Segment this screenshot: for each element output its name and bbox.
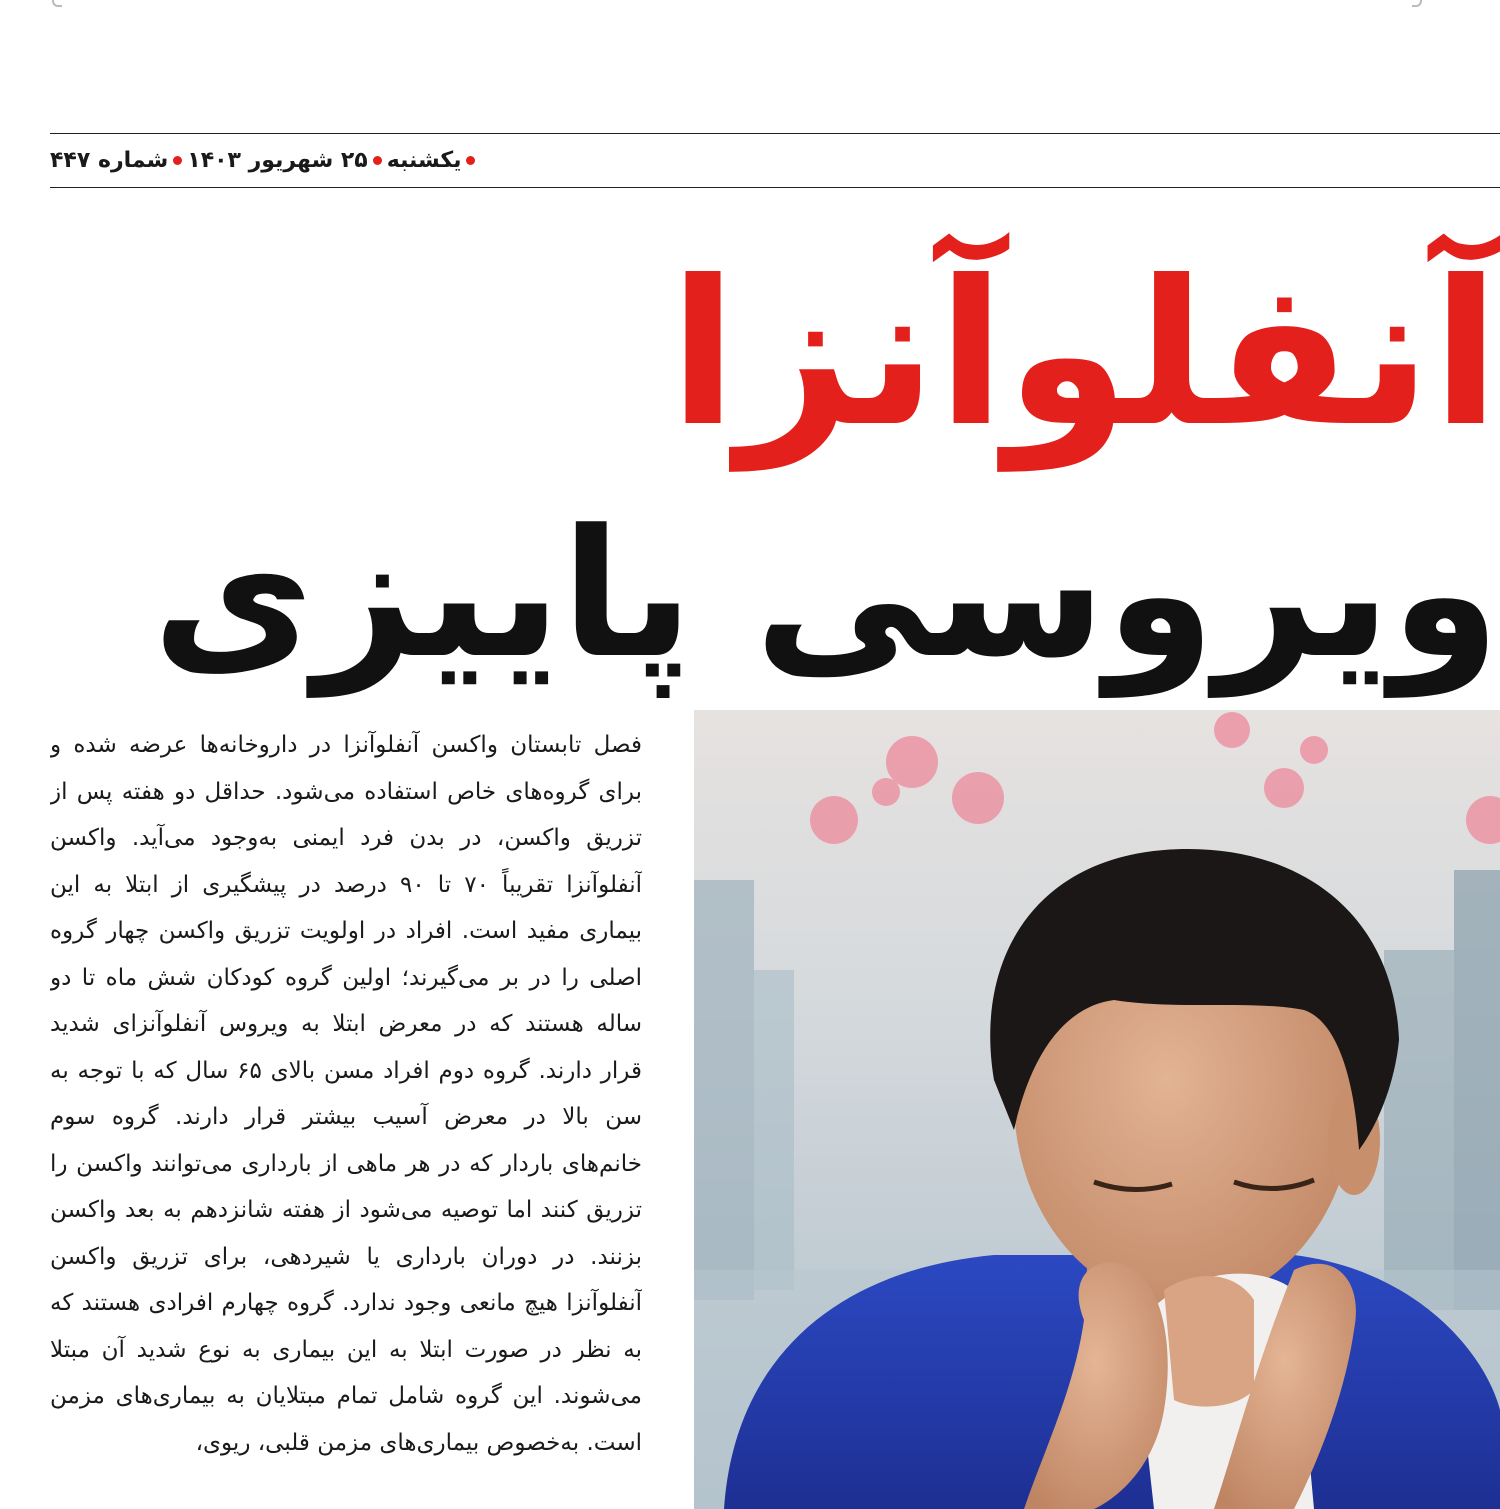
article-photo [694,710,1500,1509]
bullet-icon [373,156,382,165]
header-rule-bottom [50,187,1500,188]
page-top-edge [0,0,1500,6]
dateline-date: ۲۵ شهریور ۱۴۰۳ [187,147,368,173]
page-corner-right [1412,0,1422,7]
headline-line-2: ویروسی پاییزی [152,492,1500,697]
headline-line-1: آنفلوآنزا [668,238,1500,471]
dateline-weekday: یکشنبه [386,147,462,173]
page-corner-left [52,0,62,7]
bullet-icon [466,156,475,165]
sneezing-man-illustration [694,710,1500,1509]
article-body [50,722,642,1509]
article-paragraph: فصل تابستان واکسن آنفلوآنزا در داروخانه‌ها عرضه شده و برای گروه‌های خاص استفاده می‌شود. حداقل دو هفته پس از تزریق واکسن، در بدن فرد ایمنی به‌وجود می‌آید. واکسن آنفلوآنزا تقریباً ۷۰ تا ۹۰ درصد در پیشگیری از ابتلا به این بیماری مفید است. افراد در اولویت تزریق واکسن چهار گروه اصلی را در بر می‌گیرند؛ اولین گروه کودکان شش ماه تا دو ساله هستند که در معرض ابتلا به ویروس آنفلوآنزای شدید قرار دارند. گروه دوم افراد مسن بالای ۶۵ سال که با توجه به سن بالا در معرض آسیب بیشتر قرار دارند. گروه سوم خانم‌های باردار که در هر ماهی از بارداری می‌توانند واکسن را تزریق کنند اما توصیه می‌شود از هفته شانزدهم به بعد واکسن بزنند. در دوران بارداری یا شیردهی، برای تزریق واکسن آنفلوآنزا هیچ مانعی وجود ندارد. گروه چهارم افرادی هستند که به نظر در صورت ابتلا به این بیماری به نوع شدید آن مبتلا می‌شوند. این گروه شامل تمام مبتلایان به بیماری‌های مزمن است. به‌خصوص بیماری‌های مزمن قلبی، ریوی، [50,732,642,1456]
dateline-issue: شماره ۴۴۷ [50,147,169,173]
bullet-icon [173,156,182,165]
header-rule-top [50,133,1500,134]
dateline [50,140,650,180]
